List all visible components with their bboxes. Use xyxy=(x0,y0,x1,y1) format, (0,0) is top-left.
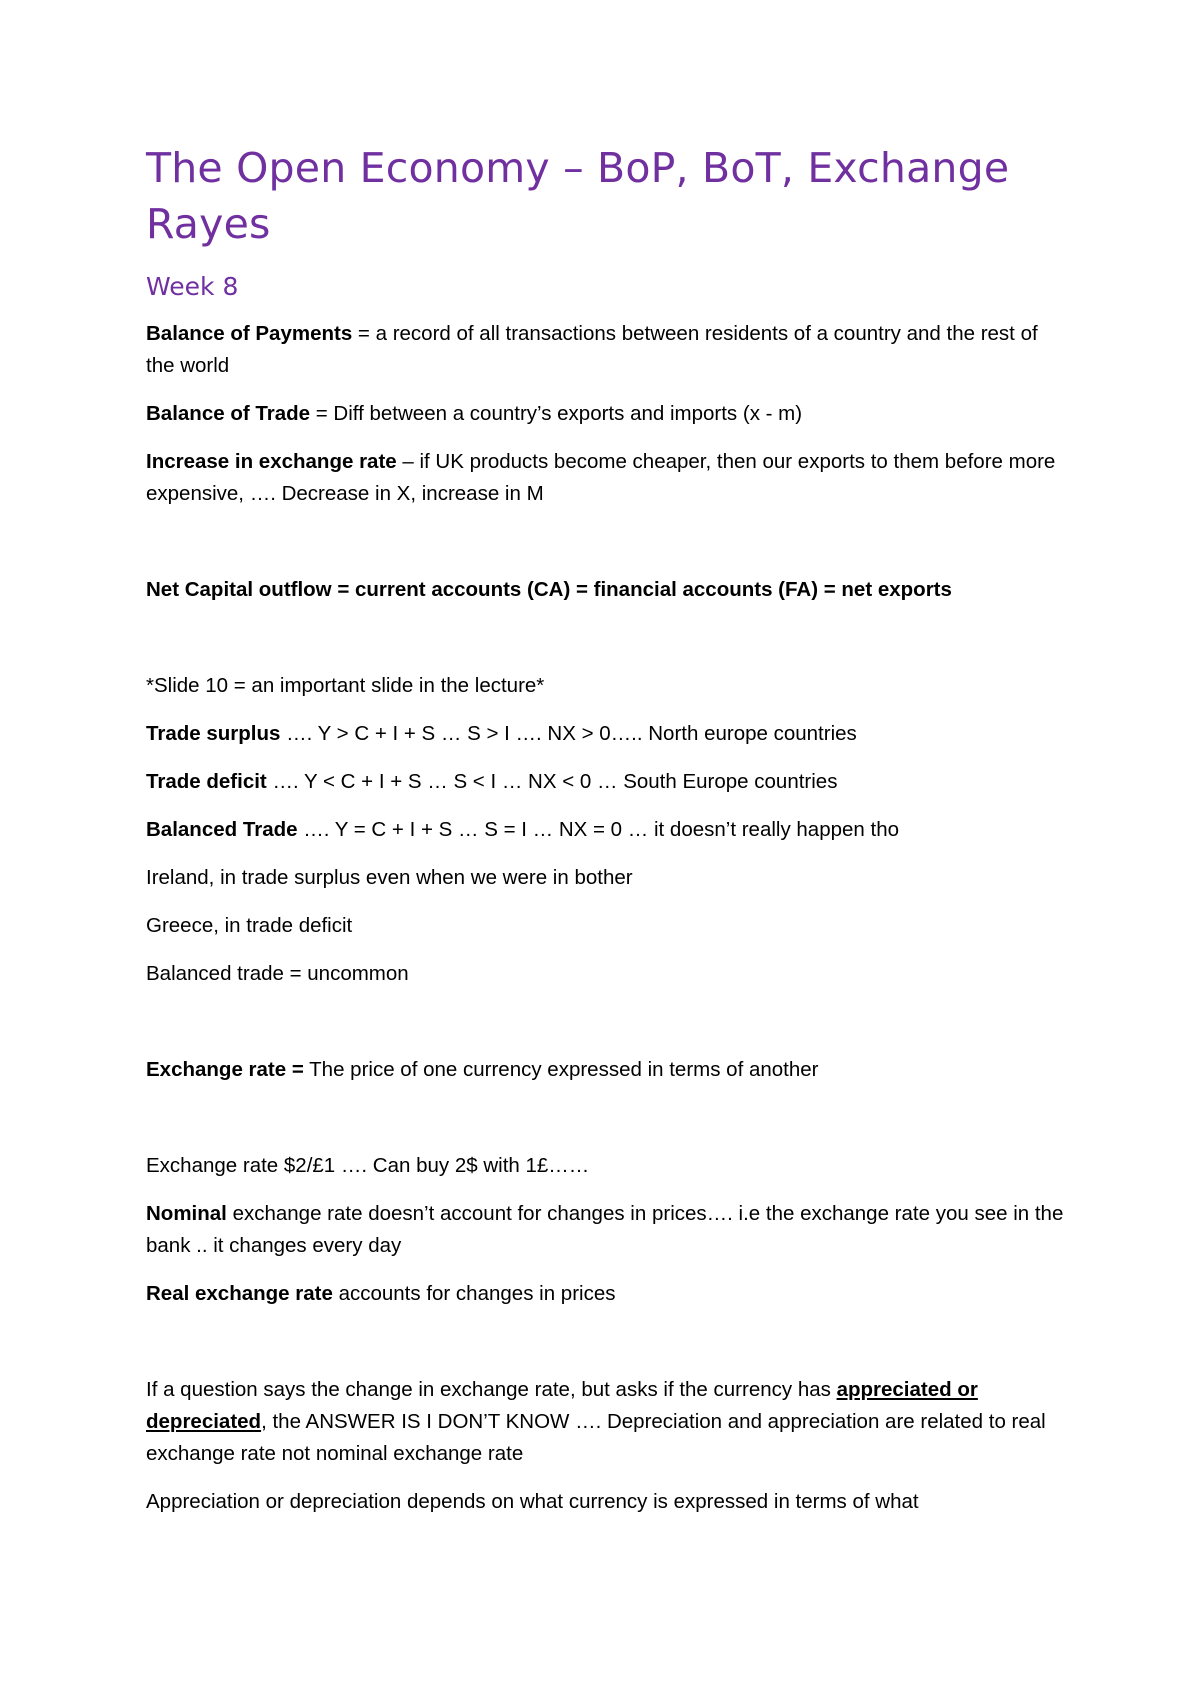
definition-increase-exchange-rate: – if UK products become cheaper, then our exports to them before more expensive, …. Decrease in X, increase in M xyxy=(146,450,1056,505)
definition-balance-of-payments: = a record of all transactions between residents of a country and the rest of the world xyxy=(146,322,1038,377)
document-title: The Open Economy – BoP, BoT, Exchange Rayes xyxy=(146,144,1010,248)
paragraph-trade-deficit xyxy=(146,766,1066,798)
definition-balanced-trade: …. Y = C + I + S … S = I … NX = 0 … it doesn’t really happen tho xyxy=(297,818,900,841)
paragraph-exchange-example: Exchange rate $2/£1 …. Can buy 2$ with 1£…… xyxy=(146,1154,590,1177)
paragraph-balanced-trade xyxy=(146,814,1066,846)
paragraph-real xyxy=(146,1278,1066,1310)
question-underlined: appreciated or depreciated xyxy=(146,1378,978,1433)
paragraph-greece: Greece, in trade deficit xyxy=(146,914,353,937)
paragraph-balance-of-trade xyxy=(146,398,1066,430)
definition-exchange-rate: The price of one currency expressed in terms of another xyxy=(303,1058,819,1081)
term-real-exchange-rate: Real exchange rate xyxy=(146,1282,333,1305)
term-balance-of-trade: Balance of Trade xyxy=(146,402,311,425)
paragraph-increase-exchange-rate xyxy=(146,446,1066,510)
term-balance-of-payments: Balance of Payments xyxy=(146,322,353,345)
definition-balance-of-trade: = Diff between a country’s exports and imports (x - m) xyxy=(310,402,803,425)
blank-line xyxy=(146,1006,1066,1054)
paragraph-balance-of-payments xyxy=(146,318,1066,382)
question-pre: If a question says the change in exchange rate, but asks if the currency has xyxy=(146,1378,837,1401)
term-trade-surplus: Trade surplus xyxy=(146,722,281,745)
definition-real-exchange-rate: accounts for changes in prices xyxy=(332,1282,616,1305)
term-exchange-rate: Exchange rate = xyxy=(146,1058,304,1081)
paragraph-exchange-rate xyxy=(146,1054,1066,1086)
blank-line xyxy=(146,1326,1066,1374)
paragraph-slide-note: *Slide 10 = an important slide in the lecture* xyxy=(146,674,545,697)
definition-nominal: exchange rate doesn’t account for changes in prices…. i.e the exchange rate you see in the bank .. it changes every day xyxy=(146,1202,1064,1257)
paragraph-question xyxy=(146,1374,1066,1470)
blank-line xyxy=(146,526,1066,574)
question-post: , the ANSWER IS I DON’T KNOW …. Depreciation and appreciation are related to real exchange rate not nominal exchange rate xyxy=(146,1410,1046,1465)
term-balanced-trade: Balanced Trade xyxy=(146,818,298,841)
term-trade-deficit: Trade deficit xyxy=(146,770,267,793)
blank-line xyxy=(146,622,1066,670)
definition-trade-deficit: …. Y < C + I + S … S < I … NX < 0 … South Europe countries xyxy=(266,770,838,793)
paragraph-net-capital-outflow: Net Capital outflow = current accounts (CA) = financial accounts (FA) = net exports xyxy=(146,578,952,601)
term-nominal: Nominal xyxy=(146,1202,227,1225)
document-body xyxy=(146,140,1066,1534)
document-subtitle: Week 8 xyxy=(146,272,239,301)
paragraph-last: Appreciation or depreciation depends on what currency is expressed in terms of what xyxy=(146,1490,919,1513)
paragraph-balanced-uncommon: Balanced trade = uncommon xyxy=(146,962,409,985)
paragraph-nominal xyxy=(146,1198,1066,1262)
paragraph-trade-surplus xyxy=(146,718,1066,750)
blank-line xyxy=(146,1102,1066,1150)
definition-trade-surplus: …. Y > C + I + S … S > I …. NX > 0….. North europe countries xyxy=(280,722,857,745)
term-increase-exchange-rate: Increase in exchange rate xyxy=(146,450,397,473)
paragraph-ireland: Ireland, in trade surplus even when we were in bother xyxy=(146,866,633,889)
